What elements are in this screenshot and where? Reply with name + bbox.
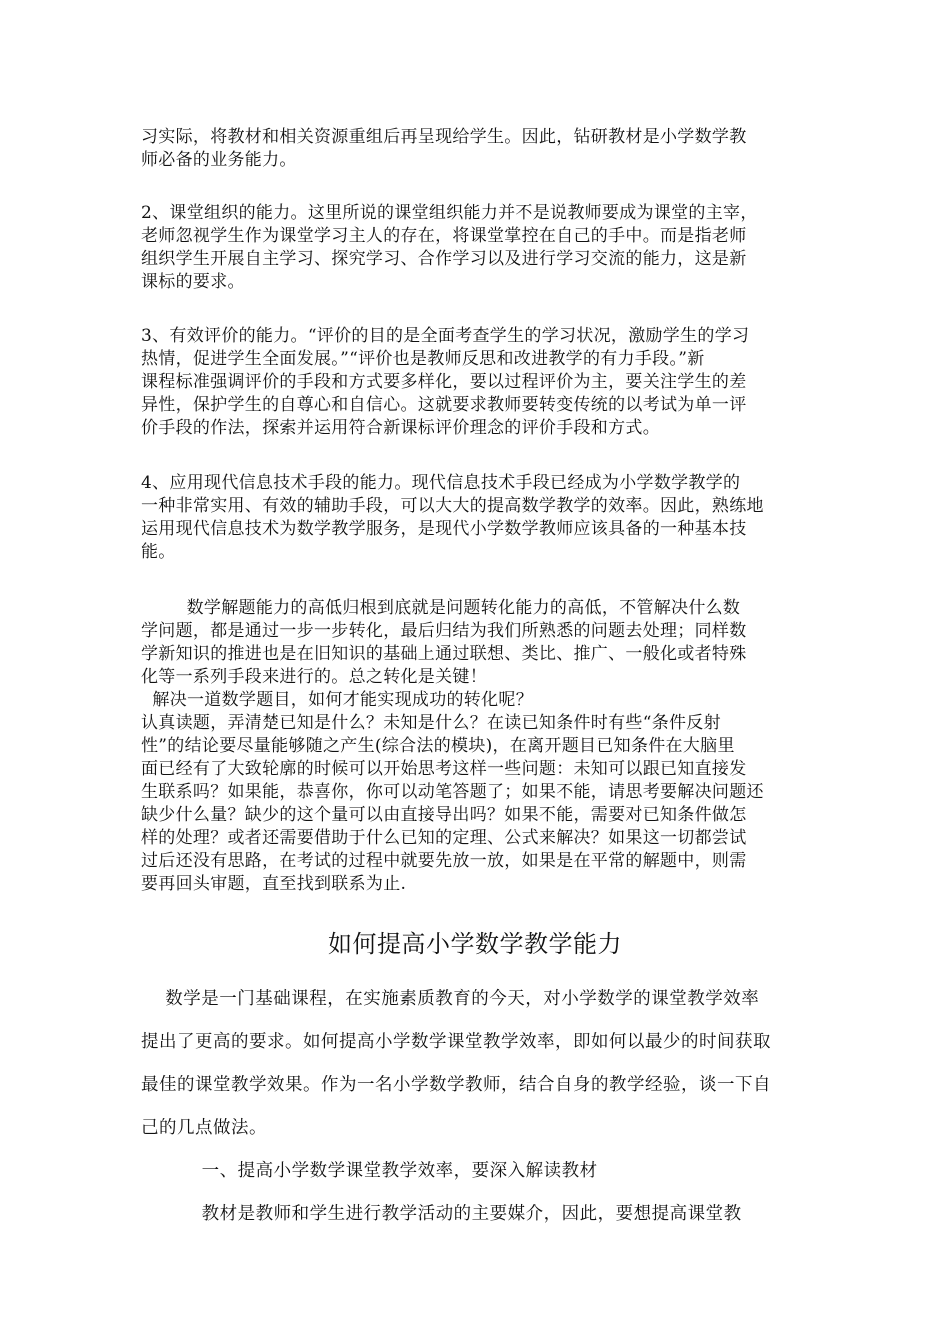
text-line: 要再回头审题，直至找到联系为止. bbox=[141, 874, 407, 894]
text-line: 师必备的业务能力。 bbox=[141, 150, 297, 170]
text-line: 能。 bbox=[141, 542, 176, 562]
text-line: 老师忽视学生作为课堂学习主人的存在，将课堂掌控在自己的手中。而是指老师 bbox=[141, 226, 747, 246]
text-line: 数学是一门基础课程，在实施素质教育的今天，对小学数学的课堂教学效率 bbox=[141, 989, 760, 1009]
item-4-paragraph bbox=[141, 472, 811, 564]
text-line: 解决一道数学题目，如何才能实现成功的转化呢？ bbox=[141, 690, 534, 710]
text-line: 提出了更高的要求。如何提高小学数学课堂教学效率，即如何以最少的时间获取 bbox=[141, 1032, 771, 1052]
article-title: 如何提高小学数学教学能力 bbox=[328, 930, 622, 958]
text-line: 过后还没有思路，在考试的过程中就要先放一放，如果是在平常的解题中，则需 bbox=[141, 851, 747, 871]
text-line: 缺少什么量？缺少的这个量可以由直接导出吗？如果不能，需要对已知条件做怎 bbox=[141, 805, 747, 825]
text-line: 2、课堂组织的能力。这里所说的课堂组织能力并不是说教师要成为课堂的主宰， bbox=[141, 203, 758, 223]
text-line: 化等一系列手段来进行的。总之转化是关键！ bbox=[141, 667, 487, 687]
text-line: 异性，保护学生的自尊心和自信心。这就要求教师要转变传统的以考试为单一评 bbox=[141, 395, 747, 415]
text-line: 最佳的课堂教学效果。作为一名小学数学教师，结合自身的教学经验，谈一下自 bbox=[141, 1075, 771, 1095]
problem-solving-paragraph bbox=[141, 597, 811, 896]
text-line: 4、应用现代信息技术手段的能力。现代信息技术手段已经成为小学数学教学的 bbox=[141, 473, 741, 493]
text-line: 学问题，都是通过一步一步转化，最后归结为我们所熟悉的问题去处理；同样数 bbox=[141, 621, 747, 641]
text-line: 样的处理？或者还需要借助于什么已知的定理、公式来解决？如果这一切都尝试 bbox=[141, 828, 747, 848]
text-line: 教材是教师和学生进行教学活动的主要媒介，因此，要想提高课堂教 bbox=[141, 1204, 742, 1224]
text-line: 己的几点做法。 bbox=[141, 1118, 267, 1138]
text-line: 课标的要求。 bbox=[141, 272, 245, 292]
text-line: 课程标准强调评价的手段和方式要多样化，要以过程评价为主，要关注学生的差 bbox=[141, 372, 747, 392]
text-line: 价手段的作法，探索并运用符合新课标评价理念的评价手段和方式。 bbox=[141, 418, 660, 438]
text-line: 学新知识的推进也是在旧知识的基础上通过联想、类比、推广、一般化或者特殊 bbox=[141, 644, 747, 664]
section-heading: 一、提高小学数学课堂教学效率，要深入解读教材 bbox=[141, 1161, 598, 1181]
text-line: 习实际，将教材和相关资源重组后再呈现给学生。因此，钻研教材是小学数学教 bbox=[141, 127, 747, 147]
text-line: 认真读题，弄清楚已知是什么？未知是什么？在读已知条件时有些“条件反射 bbox=[141, 713, 721, 733]
text-line: 3、有效评价的能力。“评价的目的是全面考查学生的学习状况，激励学生的学习 bbox=[141, 326, 750, 346]
text-line: 生联系吗？如果能，恭喜你，你可以动笔答题了；如果不能，请思考要解决问题还 bbox=[141, 782, 764, 802]
text-line: 数学解题能力的高低归根到底就是问题转化能力的高低，不管解决什么数 bbox=[141, 598, 741, 618]
text-line: 运用现代信息技术为数学教学服务，是现代小学数学教师应该具备的一种基本技 bbox=[141, 519, 747, 539]
item-3-paragraph bbox=[141, 325, 811, 440]
text-line: 组织学生开展自主学习、探究学习、合作学习以及进行学习交流的能力，这是新 bbox=[141, 249, 747, 269]
text-line: 一种非常实用、有效的辅助手段，可以大大的提高数学教学的效率。因此，熟练地 bbox=[141, 496, 764, 516]
article-body bbox=[141, 978, 811, 1236]
text-line: 热情，促进学生全面发展。”“评价也是教师反思和改进教学的有力手段。”新 bbox=[141, 349, 705, 369]
text-line: 面已经有了大致轮廓的时候可以开始思考这样一些问题：未知可以跟已知直接发 bbox=[141, 759, 747, 779]
text-line: 性”的结论要尽量能够随之产生(综合法的模块)，在离开题目已知条件在大脑里 bbox=[141, 736, 735, 756]
intro-paragraph bbox=[141, 126, 811, 172]
item-2-paragraph bbox=[141, 202, 811, 294]
